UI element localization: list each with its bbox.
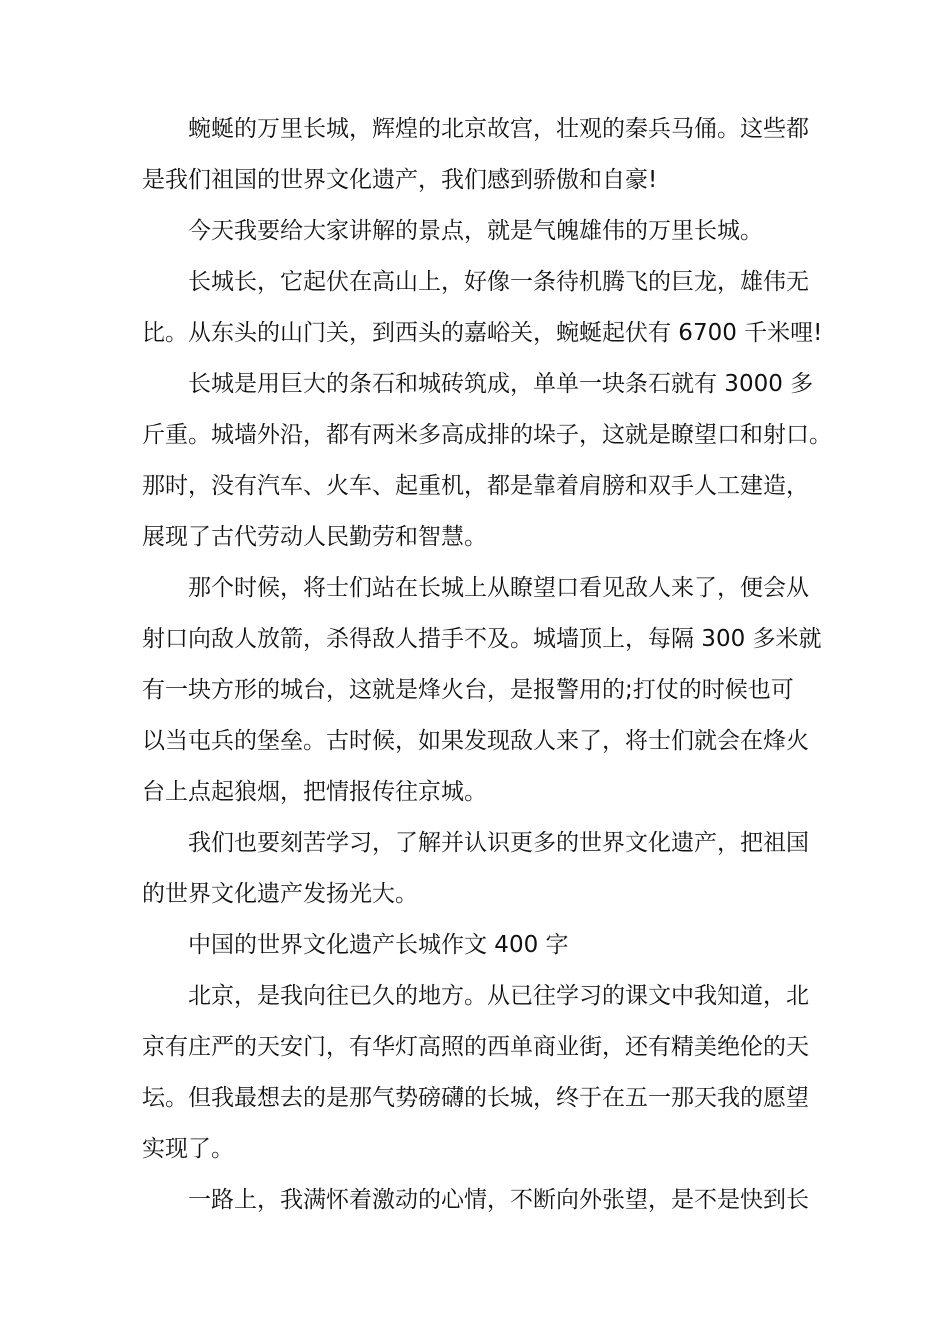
paragraph-5-line-2: 射口向敌人放箭，杀得敌人措手不及。城墙顶上，每隔 300 多米就 xyxy=(142,626,822,652)
paragraph-4-line-4: 展现了古代劳动人民勤劳和智慧。 xyxy=(142,524,487,550)
paragraph-1-line-2: 是我们祖国的世界文化遗产，我们感到骄傲和自豪! xyxy=(142,167,658,193)
paragraph-4-line-2: 斤重。城墙外沿，都有两米多高成排的垛子，这就是瞭望口和射口。 xyxy=(142,422,832,448)
paragraph-3-line-1: 长城长，它起伏在高山上，好像一条待机腾飞的巨龙，雄伟无 xyxy=(188,269,809,295)
paragraph-7-line-2: 京有庄严的天安门，有华灯高照的西单商业街，还有精美绝伦的天 xyxy=(142,1034,809,1060)
paragraph-8-line-1: 一路上，我满怀着激动的心情，不断向外张望，是不是快到长 xyxy=(188,1187,809,1213)
paragraph-7-line-1: 北京，是我向往已久的地方。从已往学习的课文中我知道，北 xyxy=(188,983,809,1009)
section-heading: 中国的世界文化遗产长城作文 400 字 xyxy=(188,932,569,958)
paragraph-5-line-4: 以当屯兵的堡垒。古时候，如果发现敌人来了，将士们就会在烽火 xyxy=(142,728,809,754)
paragraph-4-line-3: 那时，没有汽车、火车、起重机，都是靠着肩膀和双手人工建造， xyxy=(142,473,809,499)
paragraph-5-line-3: 有一块方形的城台，这就是烽火台，是报警用的;打仗的时候也可 xyxy=(142,677,794,703)
paragraph-4-line-1: 长城是用巨大的条石和城砖筑成，单单一块条石就有 3000 多 xyxy=(188,371,814,397)
document-body xyxy=(142,104,842,1226)
paragraph-6-line-1: 我们也要刻苦学习，了解并认识更多的世界文化遗产，把祖国 xyxy=(188,830,809,856)
paragraph-7-line-3: 坛。但我最想去的是那气势磅礴的长城，终于在五一那天我的愿望 xyxy=(142,1085,809,1111)
paragraph-1-line-1: 蜿蜒的万里长城，辉煌的北京故宫，壮观的秦兵马俑。这些都 xyxy=(188,116,809,142)
paragraph-6-line-2: 的世界文化遗产发扬光大。 xyxy=(142,881,418,907)
paragraph-5-line-1: 那个时候，将士们站在长城上从瞭望口看见敌人来了，便会从 xyxy=(188,575,809,601)
paragraph-2-line-1: 今天我要给大家讲解的景点，就是气魄雄伟的万里长城。 xyxy=(188,218,763,244)
paragraph-3-line-2: 比。从东头的山门关，到西头的嘉峪关，蜿蜒起伏有 6700 千米哩! xyxy=(142,320,823,346)
paragraph-7-line-4: 实现了。 xyxy=(142,1136,234,1162)
paragraph-5-line-5: 台上点起狼烟，把情报传往京城。 xyxy=(142,779,487,805)
